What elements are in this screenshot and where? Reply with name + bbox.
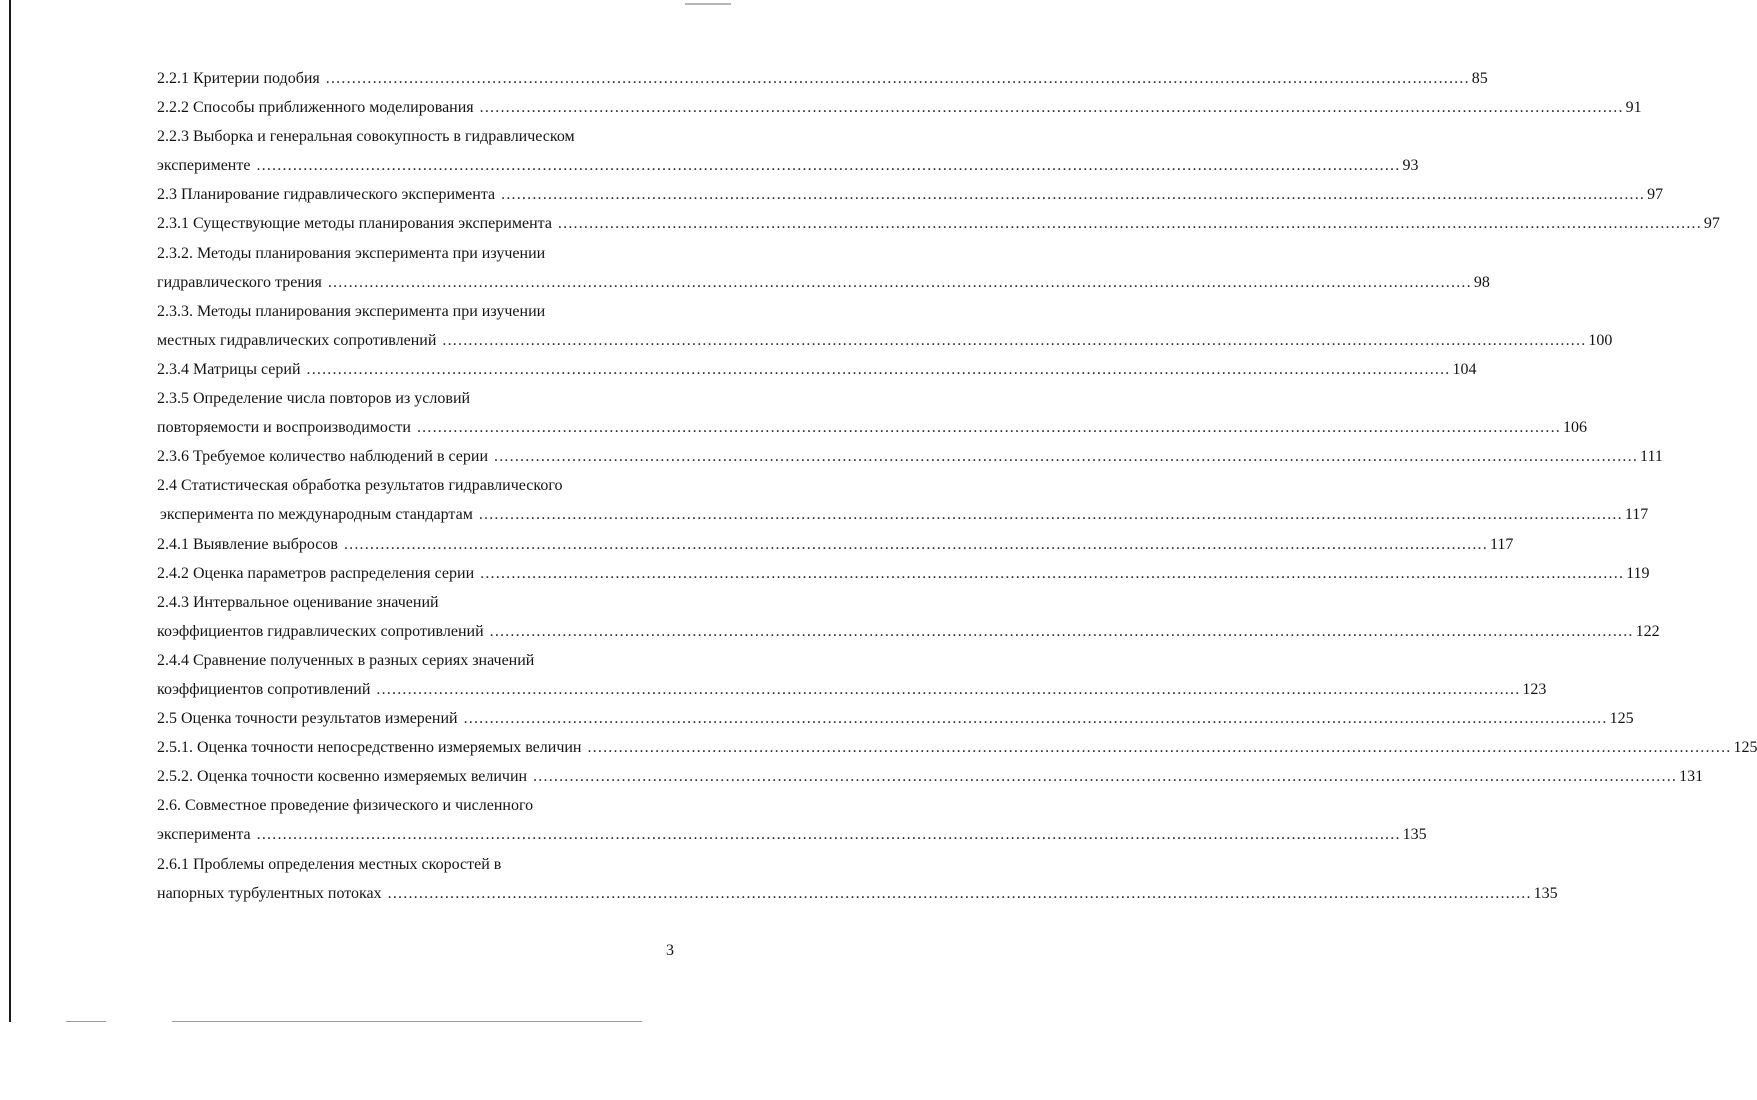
toc-entry bbox=[157, 559, 1650, 588]
toc-dot-leader: ............................................................................................................................................................................................................................ bbox=[494, 448, 1639, 466]
toc-dot-leader: ............................................................................................................................................................................................................................ bbox=[489, 622, 1634, 640]
toc-entry bbox=[157, 588, 677, 617]
toc-entry bbox=[157, 471, 677, 500]
toc-entry bbox=[157, 704, 1634, 733]
page-number: 3 bbox=[666, 942, 674, 959]
toc-entry-page: 135 bbox=[1402, 826, 1427, 844]
toc-entry-page: 125 bbox=[1733, 739, 1757, 757]
scan-edge-line bbox=[9, 0, 11, 1022]
toc-entry-title: 2.4 Статистическая обработка результатов гидравлического bbox=[157, 477, 563, 495]
toc-entry-title: напорных турбулентных потоках bbox=[157, 884, 382, 902]
toc-entry bbox=[157, 733, 1757, 762]
toc-entry-page: 97 bbox=[1703, 215, 1720, 233]
toc-entry bbox=[157, 500, 1649, 529]
toc-entry-title: 2.3 Планирование гидравлического эксперимента bbox=[157, 186, 496, 204]
toc-entry-page: 97 bbox=[1647, 186, 1664, 204]
toc-entry bbox=[157, 442, 1663, 471]
toc-dot-leader: ............................................................................................................................................................................................................................ bbox=[327, 273, 1472, 291]
toc-entry-title: 2.5 Оценка точности результатов измерений bbox=[157, 710, 458, 728]
toc-entry-page: 117 bbox=[1489, 535, 1514, 553]
toc-entry bbox=[157, 93, 1642, 122]
toc-entry-title: гидравлического трения bbox=[157, 273, 322, 291]
toc-entry-page: 91 bbox=[1625, 99, 1642, 117]
toc-entry-page: 131 bbox=[1679, 768, 1704, 786]
toc-dot-leader: ............................................................................................................................................................................................................................ bbox=[442, 331, 1587, 349]
toc-entry-title: 2.3.4 Матрицы серий bbox=[157, 360, 301, 378]
toc-entry-title: 2.6.1 Проблемы определения местных скоростей в bbox=[157, 855, 502, 873]
toc-dot-leader: ............................................................................................................................................................................................................................ bbox=[416, 419, 1561, 437]
toc-entry bbox=[157, 297, 677, 326]
toc-entry-title: 2.3.3. Методы планирования эксперимента при изучении bbox=[157, 302, 546, 320]
toc-entry-title: эксперимента по международным стандартам bbox=[160, 506, 473, 524]
toc-entry bbox=[157, 646, 677, 675]
toc-entry bbox=[157, 326, 1613, 355]
toc-entry-title: 2.3.5 Определение числа повторов из условий bbox=[157, 390, 471, 408]
toc-entry bbox=[157, 239, 677, 268]
toc-entry bbox=[157, 355, 1477, 384]
toc-entry-title: 2.2.1 Критерии подобия bbox=[157, 70, 320, 87]
toc-entry-page: 104 bbox=[1452, 360, 1477, 378]
toc-entry-page: 119 bbox=[1626, 564, 1650, 582]
toc-dot-leader: ............................................................................................................................................................................................................................ bbox=[463, 710, 1608, 728]
scan-bottom-line bbox=[172, 1021, 642, 1022]
scan-top-mark bbox=[685, 3, 731, 5]
toc-entry-page: 125 bbox=[1609, 710, 1634, 728]
toc-entry-title: 2.5.2. Оценка точности косвенно измеряемых величин bbox=[157, 768, 528, 786]
toc-dot-leader: ............................................................................................................................................................................................................................ bbox=[479, 99, 1624, 117]
toc-entry-title: 2.4.3 Интервальное оценивание значений bbox=[157, 593, 439, 611]
toc-entry-title: эксперимента bbox=[157, 826, 251, 844]
toc-entry-title: 2.6. Совместное проведение физического и численного bbox=[157, 797, 534, 815]
toc-entry-title: коэффициентов гидравлических сопротивлений bbox=[157, 622, 484, 640]
toc-entry bbox=[157, 530, 1514, 559]
toc-entry bbox=[157, 675, 1547, 704]
toc-entry bbox=[157, 209, 1720, 238]
toc-entry-page: 106 bbox=[1562, 419, 1587, 437]
scan-bottom-line bbox=[66, 1021, 106, 1022]
toc-entry-title: 2.5.1. Оценка точности непосредственно измеряемых величин bbox=[157, 739, 582, 757]
toc-entry-page: 111 bbox=[1640, 448, 1663, 466]
toc-entry bbox=[157, 850, 677, 879]
toc-entry-title: 2.4.1 Выявление выбросов bbox=[157, 535, 338, 553]
toc-entry-page: 98 bbox=[1473, 273, 1490, 291]
toc-entry-page: 135 bbox=[1533, 884, 1558, 902]
toc-entry-title: эксперименте bbox=[157, 157, 251, 175]
toc-entry-title: 2.3.1 Существующие методы планирования эксперимента bbox=[157, 215, 552, 233]
toc-entry-page: 117 bbox=[1624, 506, 1649, 524]
toc-dot-leader: ............................................................................................................................................................................................................................ bbox=[306, 360, 1451, 378]
toc-dot-leader: ............................................................................................................................................................................................................................ bbox=[501, 186, 1646, 204]
toc-entry-title: 2.2.2 Способы приближенного моделирования bbox=[157, 99, 474, 117]
toc-entry-page: 100 bbox=[1588, 331, 1613, 349]
toc-entry bbox=[157, 122, 677, 151]
toc-dot-leader: ............................................................................................................................................................................................................................ bbox=[533, 768, 1678, 786]
toc-entry-title: 2.4.2 Оценка параметров распределения серии bbox=[157, 564, 475, 582]
toc-dot-leader: ............................................................................................................................................................................................................................ bbox=[256, 157, 1401, 175]
toc-entry bbox=[157, 413, 1587, 442]
toc-entry-title: 2.3.2. Методы планирования эксперимента при изучении bbox=[157, 244, 546, 262]
toc-entry bbox=[157, 151, 1419, 180]
toc-dot-leader: ............................................................................................................................................................................................................................ bbox=[587, 739, 1732, 757]
toc-entry bbox=[157, 384, 677, 413]
toc-dot-leader: ............................................................................................................................................................................................................................ bbox=[480, 564, 1625, 582]
toc-dot-leader: ............................................................................................................................................................................................................................ bbox=[256, 826, 1401, 844]
toc-entry-title: коэффициентов сопротивлений bbox=[157, 680, 371, 698]
toc-entry-title: повторяемости и воспроизводимости bbox=[157, 419, 411, 437]
toc-entry-page: 122 bbox=[1635, 622, 1660, 640]
toc-entry bbox=[157, 64, 1488, 93]
toc-entry-title: 2.2.3 Выборка и генеральная совокупность в гидравлическом bbox=[157, 128, 575, 146]
toc-entry bbox=[157, 791, 677, 820]
toc-dot-leader: ............................................................................................................................................................................................................................ bbox=[343, 535, 1488, 553]
toc-entry-page: 123 bbox=[1522, 680, 1547, 698]
toc-entry-page: 85 bbox=[1471, 70, 1488, 87]
toc-dot-leader: ............................................................................................................................................................................................................................ bbox=[478, 506, 1623, 524]
toc-entry bbox=[157, 879, 1558, 908]
toc-dot-leader: ............................................................................................................................................................................................................................ bbox=[325, 70, 1470, 87]
toc-dot-leader: ............................................................................................................................................................................................................................ bbox=[387, 884, 1532, 902]
toc-entry-title: местных гидравлических сопротивлений bbox=[157, 331, 437, 349]
toc-entry bbox=[157, 617, 1660, 646]
toc-entry-title: 2.4.4 Сравнение полученных в разных сериях значений bbox=[157, 651, 535, 669]
toc-dot-leader: ............................................................................................................................................................................................................................ bbox=[376, 680, 1521, 698]
toc-entry bbox=[157, 820, 1427, 849]
toc-entry bbox=[157, 180, 1664, 209]
toc-entry bbox=[157, 762, 1704, 791]
toc-entry-title: 2.3.6 Требуемое количество наблюдений в серии bbox=[157, 448, 489, 466]
toc-entry-page: 93 bbox=[1402, 157, 1419, 175]
table-of-contents bbox=[157, 64, 1757, 908]
toc-dot-leader: ............................................................................................................................................................................................................................ bbox=[557, 215, 1702, 233]
toc-entry bbox=[157, 268, 1490, 297]
